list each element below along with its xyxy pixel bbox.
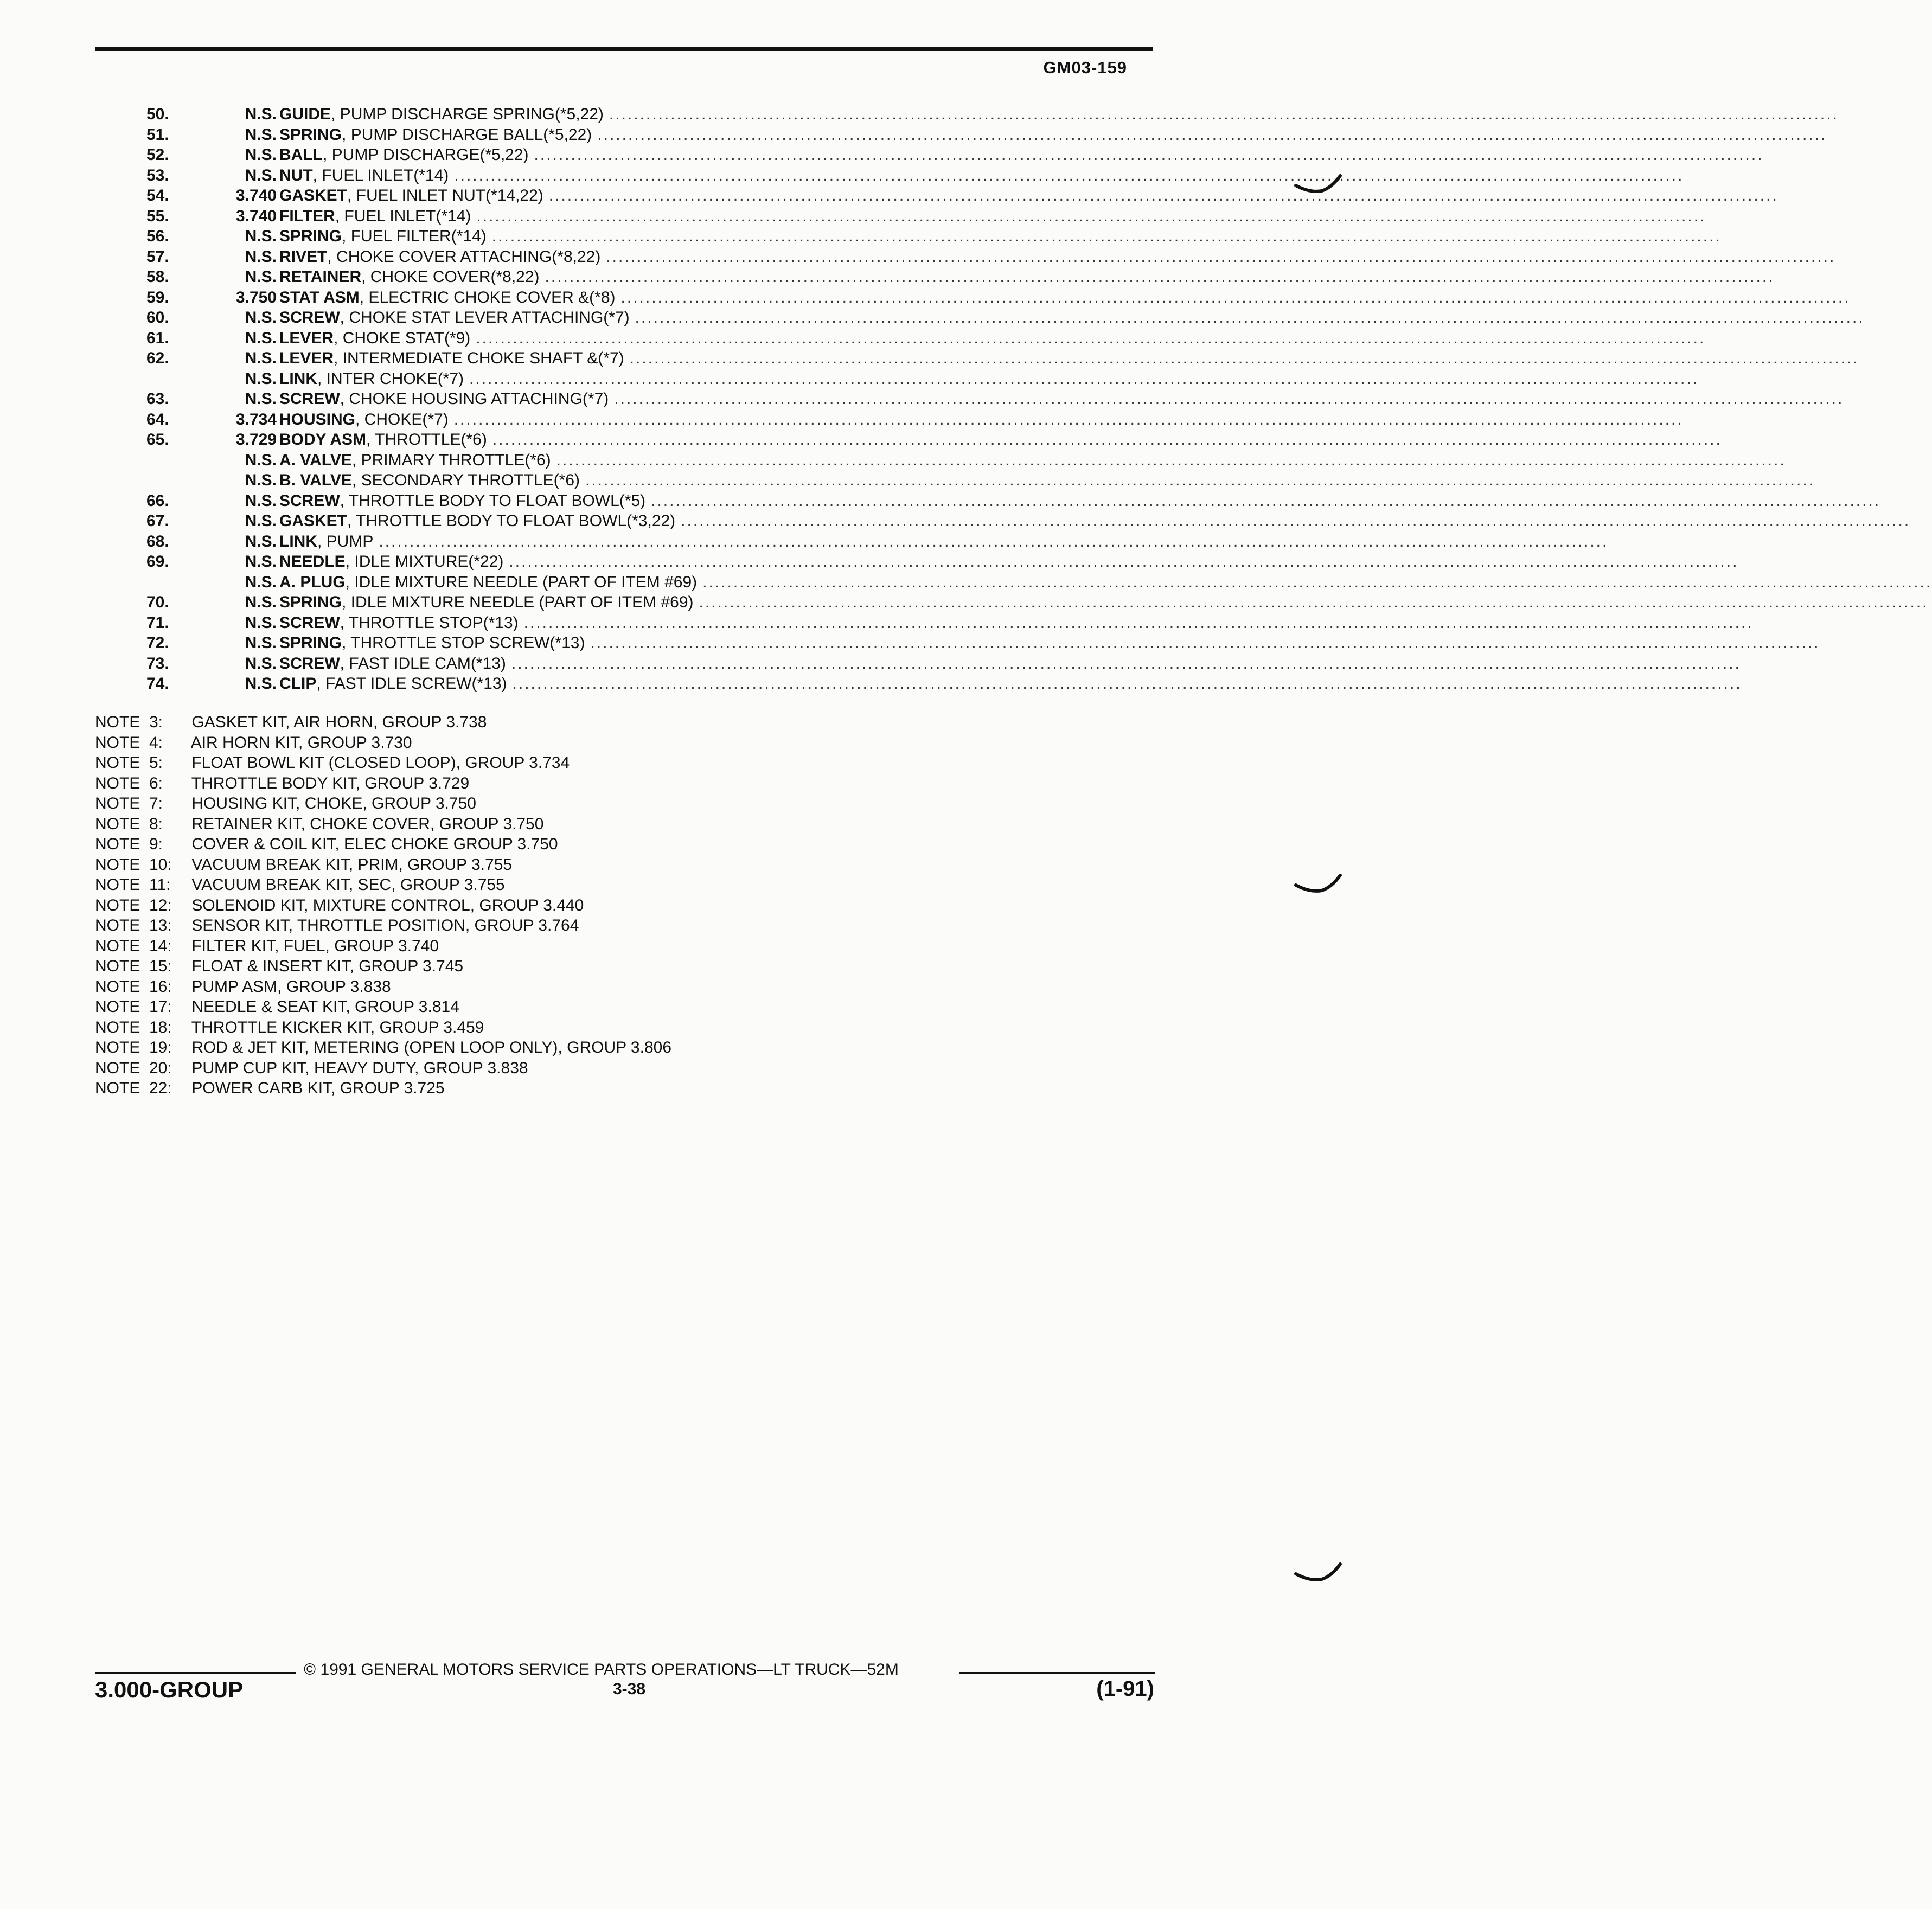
footer-date-code: (1-91) — [1096, 1677, 1154, 1701]
part-row — [146, 531, 1609, 552]
part-name: SCREW — [279, 491, 340, 510]
part-name: BALL — [279, 146, 323, 164]
part-name: STAT ASM — [279, 288, 360, 306]
part-description — [279, 450, 551, 471]
note-text: RETAINER KIT, CHOKE COVER, GROUP 3.750 — [191, 815, 544, 833]
group-number: N.S. — [245, 634, 277, 652]
footer-copyright: © 1991 GENERAL MOTORS SERVICE PARTS OPERATIONS—LT TRUCK—52M — [304, 1661, 899, 1679]
leader-dots: ........................................................................................................................................................................................................ — [534, 146, 1764, 164]
part-name: SCREW — [279, 309, 340, 326]
note-number: 16: — [149, 977, 172, 996]
part-name: SPRING — [279, 634, 342, 652]
note-row — [95, 875, 671, 895]
item-number: 70. — [146, 593, 169, 611]
part-name: GASKET — [279, 512, 348, 530]
note-row — [95, 733, 671, 753]
part-name: SCREW — [279, 654, 340, 672]
note-row — [95, 855, 671, 875]
leader-dots: ........................................................................................................................................................................................................ — [491, 227, 1722, 245]
part-name: HOUSING — [279, 410, 356, 428]
item-number: 50. — [146, 105, 169, 123]
group-number: 3.750 — [235, 288, 277, 306]
part-description — [279, 287, 616, 308]
note-label: NOTE — [95, 815, 140, 833]
note-number: 17: — [149, 998, 172, 1016]
note-text: FLOAT BOWL KIT (CLOSED LOOP), GROUP 3.734 — [191, 754, 570, 772]
part-detail: , ELECTRIC CHOKE COVER &(*8) — [359, 288, 616, 306]
leader-dots: ........................................................................................................................................................................................................ — [681, 512, 1911, 530]
part-detail: , FAST IDLE SCREW(*13) — [316, 675, 507, 693]
note-label: NOTE — [95, 1059, 140, 1077]
group-number: N.S. — [245, 369, 277, 388]
note-label: NOTE — [95, 733, 140, 752]
note-row — [95, 753, 671, 773]
part-name: LINK — [279, 369, 317, 388]
part-row — [146, 308, 1865, 328]
note-label: NOTE — [95, 1018, 140, 1036]
part-description — [279, 409, 449, 430]
note-number: 9: — [149, 835, 163, 853]
note-text: THROTTLE BODY KIT, GROUP 3.729 — [191, 774, 470, 792]
note-text: VACUUM BREAK KIT, SEC, GROUP 3.755 — [191, 876, 505, 894]
part-row — [146, 145, 1764, 165]
top-rule — [95, 47, 1153, 51]
part-name: LEVER — [279, 349, 334, 367]
part-name: CLIP — [279, 675, 317, 693]
part-name: RIVET — [279, 247, 328, 266]
part-row — [146, 592, 1929, 613]
part-row — [146, 125, 1827, 145]
part-description — [279, 389, 609, 409]
leader-dots: ........................................................................................................................................................................................................ — [609, 105, 1839, 123]
part-name: SCREW — [279, 390, 340, 408]
part-detail: , THROTTLE STOP SCREW(*13) — [342, 634, 585, 652]
group-number: N.S. — [245, 573, 277, 591]
part-description — [279, 654, 506, 674]
note-number: 20: — [149, 1059, 172, 1077]
note-label: NOTE — [95, 937, 140, 955]
part-name: SPRING — [279, 593, 342, 611]
note-label: NOTE — [95, 998, 140, 1016]
note-row — [95, 1017, 671, 1038]
part-description — [279, 328, 470, 349]
note-label: NOTE — [95, 917, 140, 934]
note-label: NOTE — [95, 774, 140, 792]
part-row — [146, 389, 1844, 409]
part-description — [279, 104, 604, 125]
part-detail: , PUMP DISCHARGE SPRING(*5,22) — [331, 105, 604, 123]
part-name: RETAINER — [279, 268, 362, 286]
note-label: NOTE — [95, 835, 140, 853]
item-number: 57. — [146, 247, 169, 266]
leader-dots: ........................................................................................................................................................................................................ — [651, 491, 1881, 510]
part-detail: , THROTTLE BODY TO FLOAT BOWL(*3,22) — [347, 512, 676, 530]
part-detail: , INTERMEDIATE CHOKE SHAFT &(*7) — [334, 349, 624, 367]
group-number: N.S. — [245, 329, 277, 347]
part-row — [146, 674, 1742, 694]
part-detail: , IDLE MIXTURE NEEDLE (PART OF ITEM #69) — [345, 573, 698, 591]
part-name: SCREW — [279, 613, 340, 632]
part-name: NUT — [279, 166, 313, 184]
note-text: GASKET KIT, AIR HORN, GROUP 3.738 — [191, 713, 487, 731]
item-number: 67. — [146, 512, 169, 530]
item-number: 51. — [146, 125, 169, 144]
part-row — [146, 572, 1932, 593]
part-row — [146, 206, 1706, 227]
note-row — [95, 977, 671, 997]
leader-dots: ........................................................................................................................................................................................................ — [629, 349, 1859, 367]
note-number: 8: — [149, 815, 163, 833]
part-name: SPRING — [279, 125, 342, 144]
leader-dots: ........................................................................................................................................................................................................ — [556, 451, 1786, 469]
group-number: N.S. — [245, 125, 277, 144]
group-number: 3.740 — [235, 207, 277, 225]
part-detail: , FUEL INLET NUT(*14,22) — [347, 187, 543, 204]
note-label: NOTE — [95, 876, 140, 894]
item-number: 59. — [146, 288, 169, 306]
part-detail: , SECONDARY THROTTLE(*6) — [351, 471, 580, 489]
note-text: THROTTLE KICKER KIT, GROUP 3.459 — [191, 1018, 484, 1036]
part-row — [146, 328, 1706, 349]
group-number: N.S. — [245, 247, 277, 266]
note-label: NOTE — [95, 896, 140, 914]
part-row — [146, 470, 1815, 491]
group-number: N.S. — [245, 512, 277, 530]
note-number: 22: — [149, 1079, 172, 1097]
part-description — [279, 165, 449, 186]
note-text: PUMP ASM, GROUP 3.838 — [191, 977, 391, 996]
part-detail: , THROTTLE(*6) — [366, 431, 487, 449]
item-number: 65. — [146, 431, 169, 449]
item-number: 60. — [146, 309, 169, 326]
part-detail: , CHOKE COVER(*8,22) — [361, 268, 540, 286]
leader-dots: ........................................................................................................................................................................................................ — [620, 288, 1851, 306]
part-description — [279, 247, 600, 267]
part-description — [279, 206, 471, 227]
part-row — [146, 430, 1722, 450]
part-row — [146, 185, 1779, 206]
part-description — [279, 531, 373, 552]
part-detail: , CHOKE(*7) — [355, 410, 449, 428]
part-name: NEEDLE — [279, 553, 346, 571]
note-text: SENSOR KIT, THROTTLE POSITION, GROUP 3.764 — [191, 917, 579, 934]
check-mark-icon — [1294, 1562, 1342, 1589]
part-name: LEVER — [279, 329, 334, 347]
part-detail: , CHOKE HOUSING ATTACHING(*7) — [340, 390, 609, 408]
part-description — [279, 511, 675, 531]
part-row — [146, 267, 1775, 287]
part-row — [146, 511, 1911, 531]
leader-dots: ........................................................................................................................................................................................................ — [453, 410, 1684, 428]
part-name: A. VALVE — [279, 451, 352, 469]
group-number: N.S. — [245, 675, 277, 693]
part-description — [279, 145, 529, 165]
item-number: 74. — [146, 675, 169, 693]
part-description — [279, 226, 487, 247]
note-label: NOTE — [95, 795, 140, 812]
item-number: 63. — [146, 390, 169, 408]
part-detail: , CHOKE STAT(*9) — [334, 329, 471, 347]
note-number: 3: — [149, 713, 163, 731]
part-row — [146, 613, 1754, 633]
part-row — [146, 104, 1839, 125]
part-row — [146, 247, 1836, 267]
item-number: 64. — [146, 410, 169, 428]
note-number: 18: — [149, 1018, 172, 1036]
part-description — [279, 470, 580, 491]
item-number: 54. — [146, 187, 169, 204]
part-row — [146, 654, 1741, 674]
page-number: 3-38 — [613, 1680, 646, 1698]
leader-dots: ........................................................................................................................................................................................................ — [597, 125, 1827, 144]
part-detail: , THROTTLE BODY TO FLOAT BOWL(*5) — [340, 491, 646, 510]
group-number: N.S. — [245, 349, 277, 367]
leader-dots: ........................................................................................................................................................................................................ — [476, 329, 1706, 347]
part-detail: , CHOKE STAT LEVER ATTACHING(*7) — [340, 309, 630, 326]
note-row — [95, 956, 671, 977]
part-detail: , PRIMARY THROTTLE(*6) — [351, 451, 551, 469]
part-detail: , THROTTLE STOP(*13) — [340, 613, 519, 632]
note-label: NOTE — [95, 855, 140, 874]
notes-list — [95, 712, 671, 1099]
part-description — [279, 592, 694, 613]
note-row — [95, 997, 671, 1017]
part-detail: , FUEL FILTER(*14) — [342, 227, 487, 245]
part-description — [279, 125, 592, 145]
part-description — [279, 633, 585, 654]
part-row — [146, 369, 1699, 389]
group-number: N.S. — [245, 532, 277, 550]
item-number: 72. — [146, 634, 169, 652]
leader-dots: ........................................................................................................................................................................................................ — [590, 634, 1820, 652]
note-row — [95, 814, 671, 835]
note-number: 6: — [149, 774, 163, 792]
item-number: 58. — [146, 268, 169, 286]
note-text: VACUUM BREAK KIT, PRIM, GROUP 3.755 — [191, 855, 513, 874]
note-row — [95, 1058, 671, 1079]
leader-dots: ........................................................................................................................................................................................................ — [512, 675, 1742, 693]
note-number: 5: — [149, 754, 163, 772]
item-number: 73. — [146, 654, 169, 672]
part-name: LINK — [279, 532, 317, 550]
note-text: NEEDLE & SEAT KIT, GROUP 3.814 — [191, 998, 459, 1016]
part-description — [279, 491, 645, 511]
part-name: FILTER — [279, 207, 335, 225]
note-number: 12: — [149, 896, 172, 914]
group-number: N.S. — [245, 451, 277, 469]
group-number: N.S. — [245, 654, 277, 672]
leader-dots: ........................................................................................................................................................................................................ — [614, 390, 1844, 408]
part-description — [279, 572, 697, 593]
note-number: 10: — [149, 855, 172, 874]
note-text: ROD & JET KIT, METERING (OPEN LOOP ONLY), GROUP 3.806 — [191, 1039, 672, 1056]
part-description — [279, 185, 543, 206]
leader-dots: ........................................................................................................................................................................................................ — [548, 187, 1779, 204]
item-number: 69. — [146, 553, 169, 571]
part-row — [146, 450, 1786, 471]
check-mark-icon — [1294, 873, 1342, 900]
item-number: 71. — [146, 613, 169, 632]
group-number: N.S. — [245, 146, 277, 164]
part-description — [279, 267, 540, 287]
note-number: 4: — [149, 733, 163, 752]
part-row — [146, 226, 1722, 247]
footer-group: 3.000-GROUP — [95, 1677, 244, 1702]
part-detail: , PUMP — [317, 532, 374, 550]
note-row — [95, 773, 671, 794]
group-number: N.S. — [245, 309, 277, 326]
note-text: PUMP CUP KIT, HEAVY DUTY, GROUP 3.838 — [191, 1059, 528, 1077]
group-number: N.S. — [245, 491, 277, 510]
note-label: NOTE — [95, 754, 140, 772]
note-row — [95, 915, 671, 936]
note-label: NOTE — [95, 1039, 140, 1056]
note-row — [95, 793, 671, 814]
group-number: N.S. — [245, 613, 277, 632]
part-detail: , PUMP DISCHARGE(*5,22) — [322, 146, 529, 164]
note-number: 13: — [149, 917, 172, 934]
group-number: N.S. — [245, 553, 277, 571]
group-number: 3.734 — [235, 410, 277, 428]
part-detail: , FAST IDLE CAM(*13) — [340, 654, 506, 672]
leader-dots: ........................................................................................................................................................................................................ — [523, 613, 1754, 632]
note-number: 14: — [149, 937, 172, 955]
note-label: NOTE — [95, 713, 140, 731]
group-number: N.S. — [245, 268, 277, 286]
part-detail: , IDLE MIXTURE(*22) — [345, 553, 504, 571]
part-detail: , FUEL INLET(*14) — [312, 166, 449, 184]
group-number: N.S. — [245, 471, 277, 489]
part-detail: , PUMP DISCHARGE BALL(*5,22) — [342, 125, 592, 144]
leader-dots: ........................................................................................................................................................................................................ — [511, 654, 1741, 672]
note-number: 11: — [149, 876, 171, 894]
leader-dots: ........................................................................................................................................................................................................ — [585, 471, 1815, 489]
parts-list — [146, 104, 1932, 694]
group-number: N.S. — [245, 593, 277, 611]
leader-dots: ........................................................................................................................................................................................................ — [699, 593, 1929, 611]
part-detail: , IDLE MIXTURE NEEDLE (PART OF ITEM #69) — [342, 593, 694, 611]
note-label: NOTE — [95, 977, 140, 996]
item-number: 55. — [146, 207, 169, 225]
note-text: HOUSING KIT, CHOKE, GROUP 3.750 — [191, 795, 476, 812]
part-description — [279, 369, 464, 389]
part-detail: , CHOKE COVER ATTACHING(*8,22) — [327, 247, 601, 266]
note-number: 19: — [149, 1039, 172, 1056]
note-text: FLOAT & INSERT KIT, GROUP 3.745 — [191, 957, 464, 975]
part-detail: , INTER CHOKE(*7) — [317, 369, 464, 388]
note-row — [95, 895, 671, 916]
leader-dots: ........................................................................................................................................................................................................ — [635, 309, 1865, 326]
part-name: BODY ASM — [279, 431, 367, 449]
note-row — [95, 834, 671, 855]
part-name: GUIDE — [279, 105, 331, 123]
check-mark-icon — [1294, 174, 1342, 201]
note-row — [95, 1078, 671, 1099]
item-number: 68. — [146, 532, 169, 550]
leader-dots: ........................................................................................................................................................................................................ — [379, 532, 1609, 550]
part-row — [146, 633, 1820, 654]
item-number: 52. — [146, 146, 169, 164]
item-number: 61. — [146, 329, 169, 347]
note-row — [95, 936, 671, 957]
leader-dots: ........................................................................................................................................................................................................ — [702, 573, 1932, 591]
note-number: 15: — [149, 957, 172, 975]
note-text: COVER & COIL KIT, ELEC CHOKE GROUP 3.750 — [191, 835, 558, 853]
part-description — [279, 552, 503, 572]
part-row — [146, 348, 1859, 369]
part-description — [279, 348, 624, 369]
group-number: N.S. — [245, 105, 277, 123]
footer-rule-left — [95, 1672, 296, 1674]
part-name: SPRING — [279, 227, 342, 245]
part-row — [146, 491, 1881, 511]
part-row — [146, 287, 1851, 308]
leader-dots: ........................................................................................................................................................................................................ — [476, 207, 1706, 225]
note-text: SOLENOID KIT, MIXTURE CONTROL, GROUP 3.440 — [191, 896, 584, 914]
note-row — [95, 1037, 671, 1058]
group-number: N.S. — [245, 390, 277, 408]
part-description — [279, 308, 630, 328]
part-detail: , FUEL INLET(*14) — [335, 207, 471, 225]
document-id: GM03-159 — [1043, 58, 1127, 77]
leader-dots: ........................................................................................................................................................................................................ — [454, 166, 1684, 184]
leader-dots: ........................................................................................................................................................................................................ — [492, 431, 1722, 449]
part-description — [279, 613, 519, 633]
note-label: NOTE — [95, 1079, 140, 1097]
item-number: 66. — [146, 491, 169, 510]
footer-rule-right — [959, 1672, 1155, 1674]
part-name: A. PLUG — [279, 573, 346, 591]
item-number: 62. — [146, 349, 169, 367]
note-text: POWER CARB KIT, GROUP 3.725 — [191, 1079, 445, 1097]
part-description — [279, 674, 507, 694]
note-text: AIR HORN KIT, GROUP 3.730 — [190, 733, 412, 752]
note-text: FILTER KIT, FUEL, GROUP 3.740 — [191, 937, 439, 955]
leader-dots: ........................................................................................................................................................................................................ — [545, 268, 1775, 286]
note-row — [95, 712, 671, 733]
part-row — [146, 552, 1739, 572]
group-number: 3.729 — [235, 431, 277, 449]
leader-dots: ........................................................................................................................................................................................................ — [509, 553, 1739, 571]
group-number: N.S. — [245, 166, 277, 184]
leader-dots: ........................................................................................................................................................................................................ — [606, 247, 1836, 266]
group-number: N.S. — [245, 227, 277, 245]
leader-dots: ........................................................................................................................................................................................................ — [469, 369, 1699, 388]
item-number: 53. — [146, 166, 169, 184]
part-row — [146, 165, 1684, 186]
part-description — [279, 430, 487, 450]
item-number: 56. — [146, 227, 169, 245]
part-row — [146, 409, 1684, 430]
note-number: 7: — [149, 795, 163, 812]
part-name: B. VALVE — [279, 471, 352, 489]
part-name: GASKET — [279, 187, 348, 204]
note-label: NOTE — [95, 957, 140, 975]
group-number: 3.740 — [235, 187, 277, 204]
